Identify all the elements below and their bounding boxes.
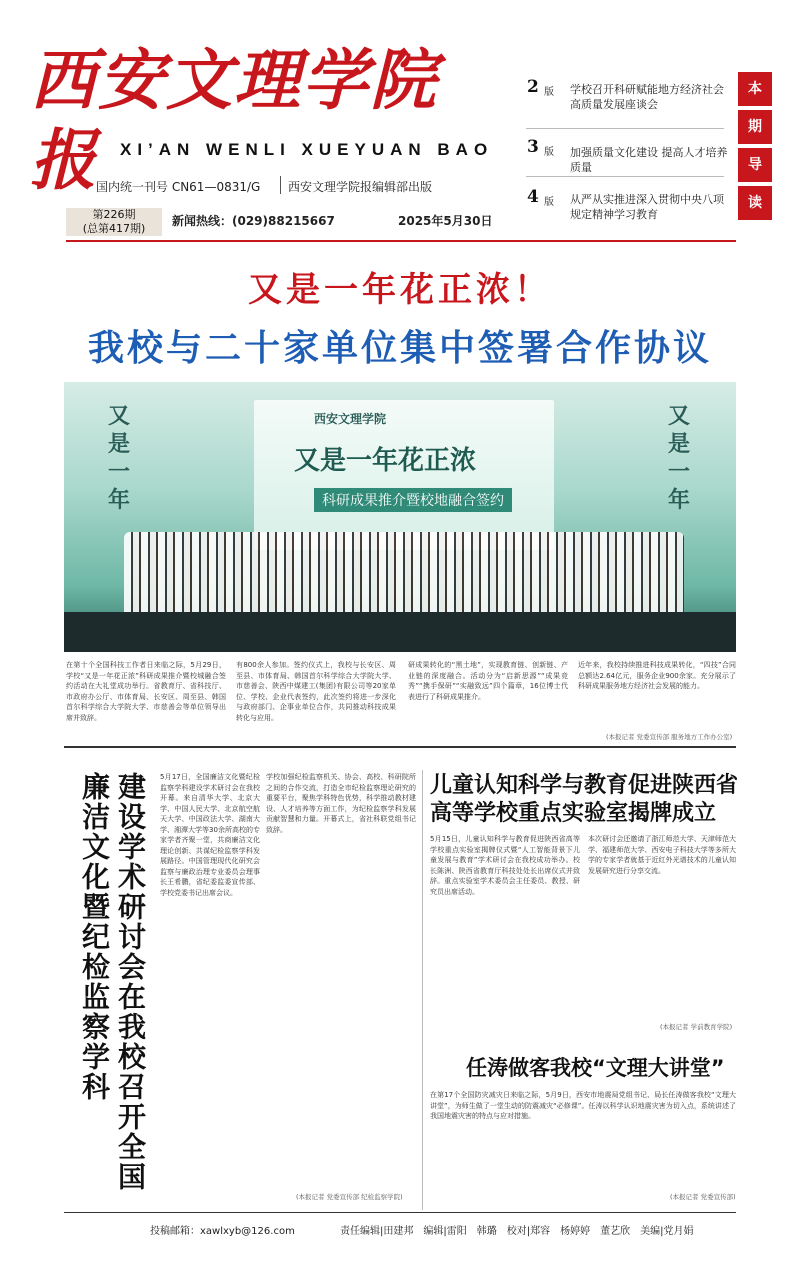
index-item[interactable] xyxy=(527,77,724,116)
index-page-number: 4 xyxy=(527,187,539,207)
lead-text-col4: 近年来，我校持续推进科技成果转化，“四技”合同总额达2.64亿元，服务企业900余家。充分展示了科研成果服务地方经济社会发展的能力。 xyxy=(578,661,736,690)
footer-editors: 责任编辑|田建邦 编辑|雷阳 韩璐 校对|郑容 杨婷婷 董艺欣 美编|党月娟 xyxy=(340,1226,694,1237)
index-item[interactable] xyxy=(527,187,724,226)
screen-logo: 西安文理学院 xyxy=(314,412,387,426)
column-divider xyxy=(422,770,423,1210)
index-page-label: 版 xyxy=(544,197,554,208)
photo-side-banner-left: 又是一年 xyxy=(107,403,130,513)
index-item-text: 加强质量文化建设 提高人才培养质量 xyxy=(570,146,728,174)
masthead-roman: XI’AN WENLI XUEYUAN BAO xyxy=(120,140,494,159)
hotline: 新闻热线：(029)88215667 xyxy=(172,214,335,228)
main-subheadline: 我校与二十家单位集中签署合作协议 xyxy=(87,328,712,369)
photo-side-banner-right: 又是一年 xyxy=(667,403,690,513)
sub-article-credit: (本报记者 党委宣传部) xyxy=(670,1193,736,1201)
masthead-publisher: 西安文理学院报编辑部出版 xyxy=(288,180,433,194)
footer-email[interactable]: 投稿邮箱：xawlxyb@126.com xyxy=(150,1226,295,1237)
index-page-number: 3 xyxy=(527,137,539,157)
lead-text-col3: 研成果转化的“黑土地”，实现教育链、创新链、产业链的深度融合。活动分为“启新思源”“成果竞秀”“携手保研”“实融致远”四个篇章，16位博士代表进行了科研成果推介。 xyxy=(408,661,568,701)
left-article-headline: 建设学术研讨会在我校召开全国廉洁文化暨纪检监察学科 xyxy=(78,772,147,1192)
issue-box xyxy=(66,208,162,236)
left-article-body-2: 学校加强纪检监察机关、协会、高校、科研院所之间的合作交流，打造全市纪检监察理论研究的重要平台，聚焦学科特色优势，科学推动教材建设、人才培养等方面工作，为纪检监察学科发展贡献智慧和力量。开幕式上，省社科联党组书记致辞。 xyxy=(266,773,416,834)
index-page-label: 版 xyxy=(544,147,554,158)
info-divider xyxy=(280,176,281,194)
screen-subtitle: 科研成果推介暨校地融合签约 xyxy=(314,488,512,512)
lead-text-col1: 在第十个全国科技工作者日来临之际，5月29日，学校“又是一年花正浓”科研成果推介暨校城融合签约活动在大礼堂成功举行。省教育厅、省科技厅、市政府办公厅、市体育局、长安区、周至县、韩国首尔科学综合大学院大学、市慈善会等单位领导出席并致辞。 xyxy=(66,661,226,722)
issue-date: 2025年5月30日 xyxy=(398,214,493,228)
right-article-body-2: 本次研讨会还邀请了浙江师范大学、天津师范大学、福建师范大学、西安电子科技大学等多所大学的专家学者就基于近红外光谱技术的儿童认知发展研究进行分享交流。 xyxy=(588,835,736,875)
main-headline: 又是一年花正浓！ xyxy=(248,270,552,310)
left-article-body: 5月17日，全国廉洁文化暨纪检监察学科建设学术研讨会在我校开幕。来自清华大学、北京大学、中国人民大学、北京航空航天大学、中国政法大学、湖南大学、湘潭大学等30余所高校的专家学者齐聚一堂，共商廉洁文化理论创新、共谋纪检监察学科发展路径。中国管理现代化研究会监察与廉政治理专业委员会理事长王希鹏，省纪委监委宣传部、学校党委书记出席会议。 xyxy=(160,773,260,897)
stage-floor xyxy=(64,612,736,652)
right-article-headline: 儿童认知科学与教育促进陕西省高等学校重点实验室揭牌成立 xyxy=(430,773,739,826)
masthead-rule xyxy=(66,240,736,242)
index-page-number: 2 xyxy=(527,77,539,97)
sub-article-headline: 任涛做客我校“文理大讲堂” xyxy=(466,1056,725,1080)
masthead-cn-number: 国内统一刊号 CN61—0831/G xyxy=(96,180,261,194)
ceremony-photo xyxy=(64,382,736,652)
right-article-credit: (本报记者 学前教育学院) xyxy=(660,1023,733,1031)
lead-credit: (本报记者 党委宣传部 服务地方工作办公室) xyxy=(606,733,733,741)
guide-char: 导 xyxy=(738,148,772,182)
total-issue-number: (总第417期) xyxy=(82,222,146,235)
guide-char: 读 xyxy=(738,186,772,220)
masthead-title: 西安文理学院报 xyxy=(30,41,438,199)
section-divider xyxy=(64,746,736,748)
group-crowd xyxy=(124,532,684,612)
stage-screen xyxy=(254,400,554,550)
issue-number: 第226期 xyxy=(92,208,136,221)
index-item-text: 学校召开科研赋能地方经济社会高质量发展座谈会 xyxy=(570,83,724,111)
index-divider xyxy=(526,176,724,177)
index-divider xyxy=(526,128,724,129)
lead-text-col2: 有800余人参加。签约仪式上，我校与长安区、周至县、市体育局、韩国首尔科学综合大学院大学、市慈善会、陕西中煤建工(集团)有限公司等20家单位、学校、企业代表签约，此次签约将进一步深化与政府部门、企事业单位合作，共同推动科技成果转化与应用。 xyxy=(236,661,396,722)
footer-rule xyxy=(64,1212,736,1213)
index-item-text: 从严从实推进深入贯彻中央八项规定精神学习教育 xyxy=(570,193,724,221)
guide-char: 期 xyxy=(738,110,772,144)
index-page-label: 版 xyxy=(544,87,554,98)
guide-char: 本 xyxy=(738,72,772,106)
right-article-body: 5月15日，儿童认知科学与教育促进陕西省高等学校重点实验室揭牌仪式暨“人工智能背景下儿童发展与教育”学术研讨会在我校成功举办。校长陈洲、陕西省教育厅科技处处长出席仪式并致辞。重点实验室学术委员会主任委员、教授、研究员出席活动。 xyxy=(430,835,580,896)
index-item[interactable] xyxy=(527,137,728,174)
left-article-credit: (本报记者 党委宣传部 纪检监察学院) xyxy=(296,1193,403,1201)
sub-article-body: 在第17个全国防灾减灾日来临之际，5月9日，西安市地震局党组书记、局长任涛做客我校“文理大讲堂”，为师生做了一堂生动的防震减灾“必修课”。任涛以科学认识地震灾害为切入点，系统讲述了我国地震灾害的特点与应对措施。 xyxy=(430,1091,736,1120)
screen-title: 又是一年花正浓 xyxy=(294,446,477,476)
